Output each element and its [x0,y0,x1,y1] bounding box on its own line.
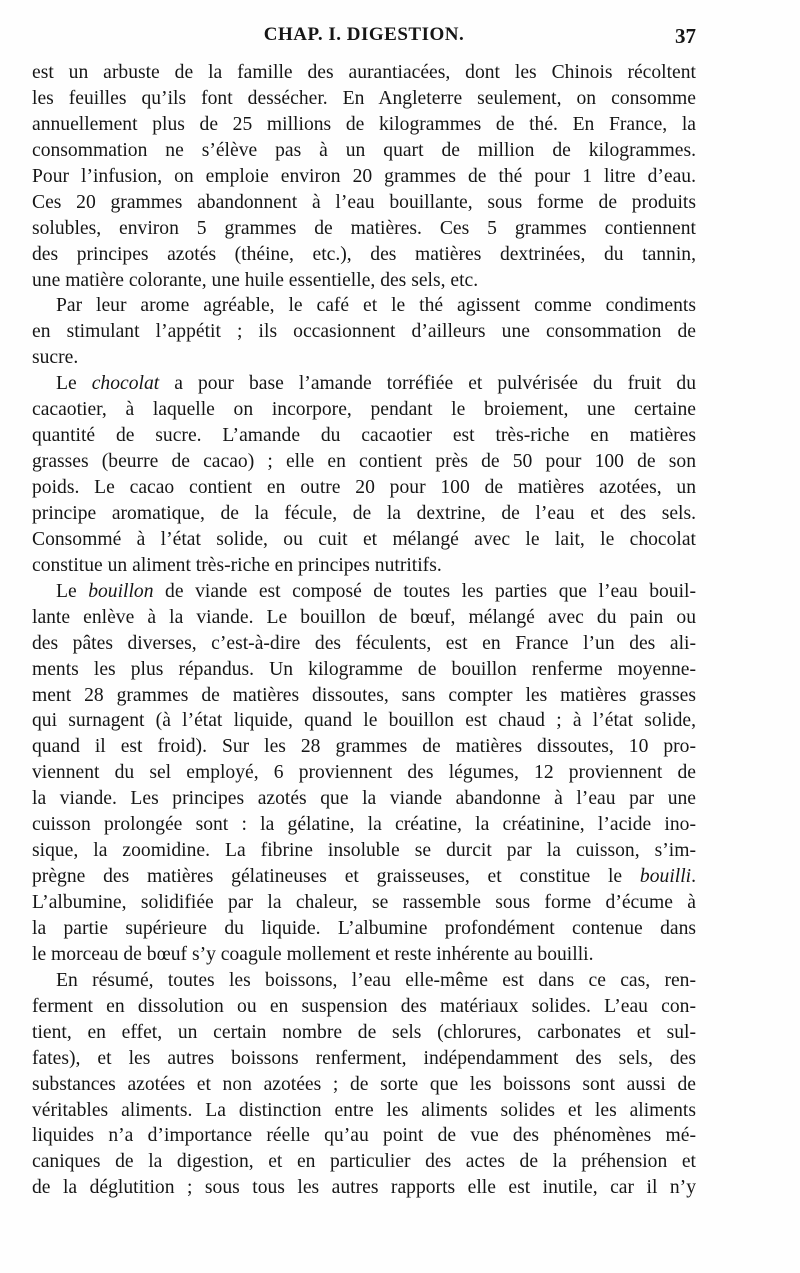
text-line: Par leur arome agréable, le café et le thé agissent comme condiments [56,295,696,317]
text-line: des pâtes diverses, c’est-à-dire des féculents, est en France l’un des ali- [32,632,696,654]
paragraph [32,579,696,968]
text-line: des principes azotés (théine, etc.), des matières dextrinées, du tannin, [32,243,696,265]
text-line: Consommé à l’état solide, ou cuit et mélangé avec le lait, le chocolat [32,528,696,550]
italic-term: bouilli [639,866,692,888]
page-number: 37 [675,24,696,48]
text-line: grasses (beurre de cacao) ; elle en contient près de 50 pour 100 de son [32,451,696,473]
text-run: . [691,866,696,888]
text-line: ments les plus répandus. Un kilogramme de bouillon renferme moyenne- [32,658,696,680]
paragraph [32,968,696,1201]
text-line: En résumé, toutes les boissons, l’eau elle-même est dans ce cas, ren- [56,969,696,991]
italic-term: chocolat [91,373,160,395]
text-run: Le [56,373,92,395]
text-line: est un arbuste de la famille des aurantiacées, dont les Chinois récoltent [32,62,696,83]
text-line: cacaotier, à laquelle on incorpore, pendant le broiement, une certaine [32,399,696,421]
running-head: CHAP. I. DIGESTION. [263,24,465,45]
italic-term: bouillon [88,580,154,602]
text-run: Le [56,580,89,602]
text-line: véritables aliments. La distinction entre les aliments solides et les aliments [32,1099,696,1121]
text-line: constitue un aliment très-riche en principes nutritifs. [32,554,442,576]
text-run: prègne des matières gélatineuses et graisseuses, et constitue le [32,866,640,888]
paragraph [32,60,696,293]
text-line: une matière colorante, une huile essentielle, des sels, etc. [32,269,479,291]
text-line: annuellement plus de 25 millions de kilogrammes de thé. En France, la [32,113,696,135]
text-line: quantité de sucre. L’amande du cacaotier est très-riche en matières [32,425,696,447]
text-line: sique, la zoomidine. La fibrine insoluble se durcit par la cuisson, s’im- [32,840,696,862]
text-line: ment 28 grammes de matières dissoutes, sans compter les matières grasses [32,684,696,706]
text-line: de la déglutition ; sous tous les autres rapports elle est inutile, car il n’y [32,1177,696,1199]
page-header [32,24,696,54]
text-line: caniques de la digestion, et en particulier des actes de la préhension et [32,1151,696,1173]
text-line: la viande. Les principes azotés que la viande abandonne à l’eau par une [32,788,696,810]
text-line: viennent du sel employé, 6 proviennent des légumes, 12 proviennent de [32,762,696,784]
text-line [32,864,696,890]
text-line: qui surnagent (à l’état liquide, quand le bouillon est chaud ; à l’état solide, [32,710,696,732]
text-line [32,579,696,605]
text-line: principe aromatique, de la fécule, de la dextrine, de l’eau et des sels. [32,502,696,524]
text-line: les feuilles qu’ils font dessécher. En Angleterre seulement, on consomme [32,87,696,109]
text-line: fates), et les autres boissons renferment, indépendamment des sels, des [32,1047,696,1069]
text-line: consommation ne s’élève pas à un quart de million de kilogrammes. [32,139,696,161]
text-line: tient, en effet, un certain nombre de sels (chlorures, carbonates et sul- [32,1021,696,1043]
text-line: solubles, environ 5 grammes de matières. Ces 5 grammes contiennent [32,217,696,239]
text-run: de viande est composé de toutes les parties que l’eau bouil- [153,580,696,602]
text-line: Pour l’infusion, on emploie environ 20 grammes de thé pour 1 litre d’eau. [32,165,696,187]
text-line: liquides n’a d’importance réelle qu’au point de vue des phénomènes mé- [32,1125,696,1147]
text-line: quand il est froid). Sur les 28 grammes de matières dissoutes, 10 pro- [32,736,696,758]
text-run: a pour base l’amande torréfiée et pulvérisée du fruit du [159,373,696,395]
paragraph [32,371,696,579]
text-line: en stimulant l’appétit ; ils occasionnent d’ailleurs une consommation de [32,321,696,343]
text-line: substances azotées et non azotées ; de sorte que les boissons sont aussi de [32,1073,696,1095]
text-line: lante enlève à la viande. Le bouillon de bœuf, mélangé avec du pain ou [32,606,696,628]
text-line: sucre. [32,347,79,369]
text-line [32,371,696,397]
text-line: Ces 20 grammes abandonnent à l’eau bouillante, sous forme de produits [32,191,696,213]
body-text [32,60,696,1201]
paragraph [32,293,696,371]
text-line: le morceau de bœuf s’y coagule mollement et reste inhérente au bouilli. [32,943,594,965]
text-line: ferment en dissolution ou en suspension des matériaux solides. L’eau con- [32,995,696,1017]
text-line: poids. Le cacao contient en outre 20 pour 100 de matières azotées, un [32,477,696,498]
text-line: la partie supérieure du liquide. L’albumine profondément contenue dans [32,917,696,939]
text-line: L’albumine, solidifiée par la chaleur, se rassemble sous forme d’écume à [32,892,696,913]
text-line: cuisson prolongée sont : la gélatine, la créatine, la créatinine, l’acide ino- [32,814,696,836]
